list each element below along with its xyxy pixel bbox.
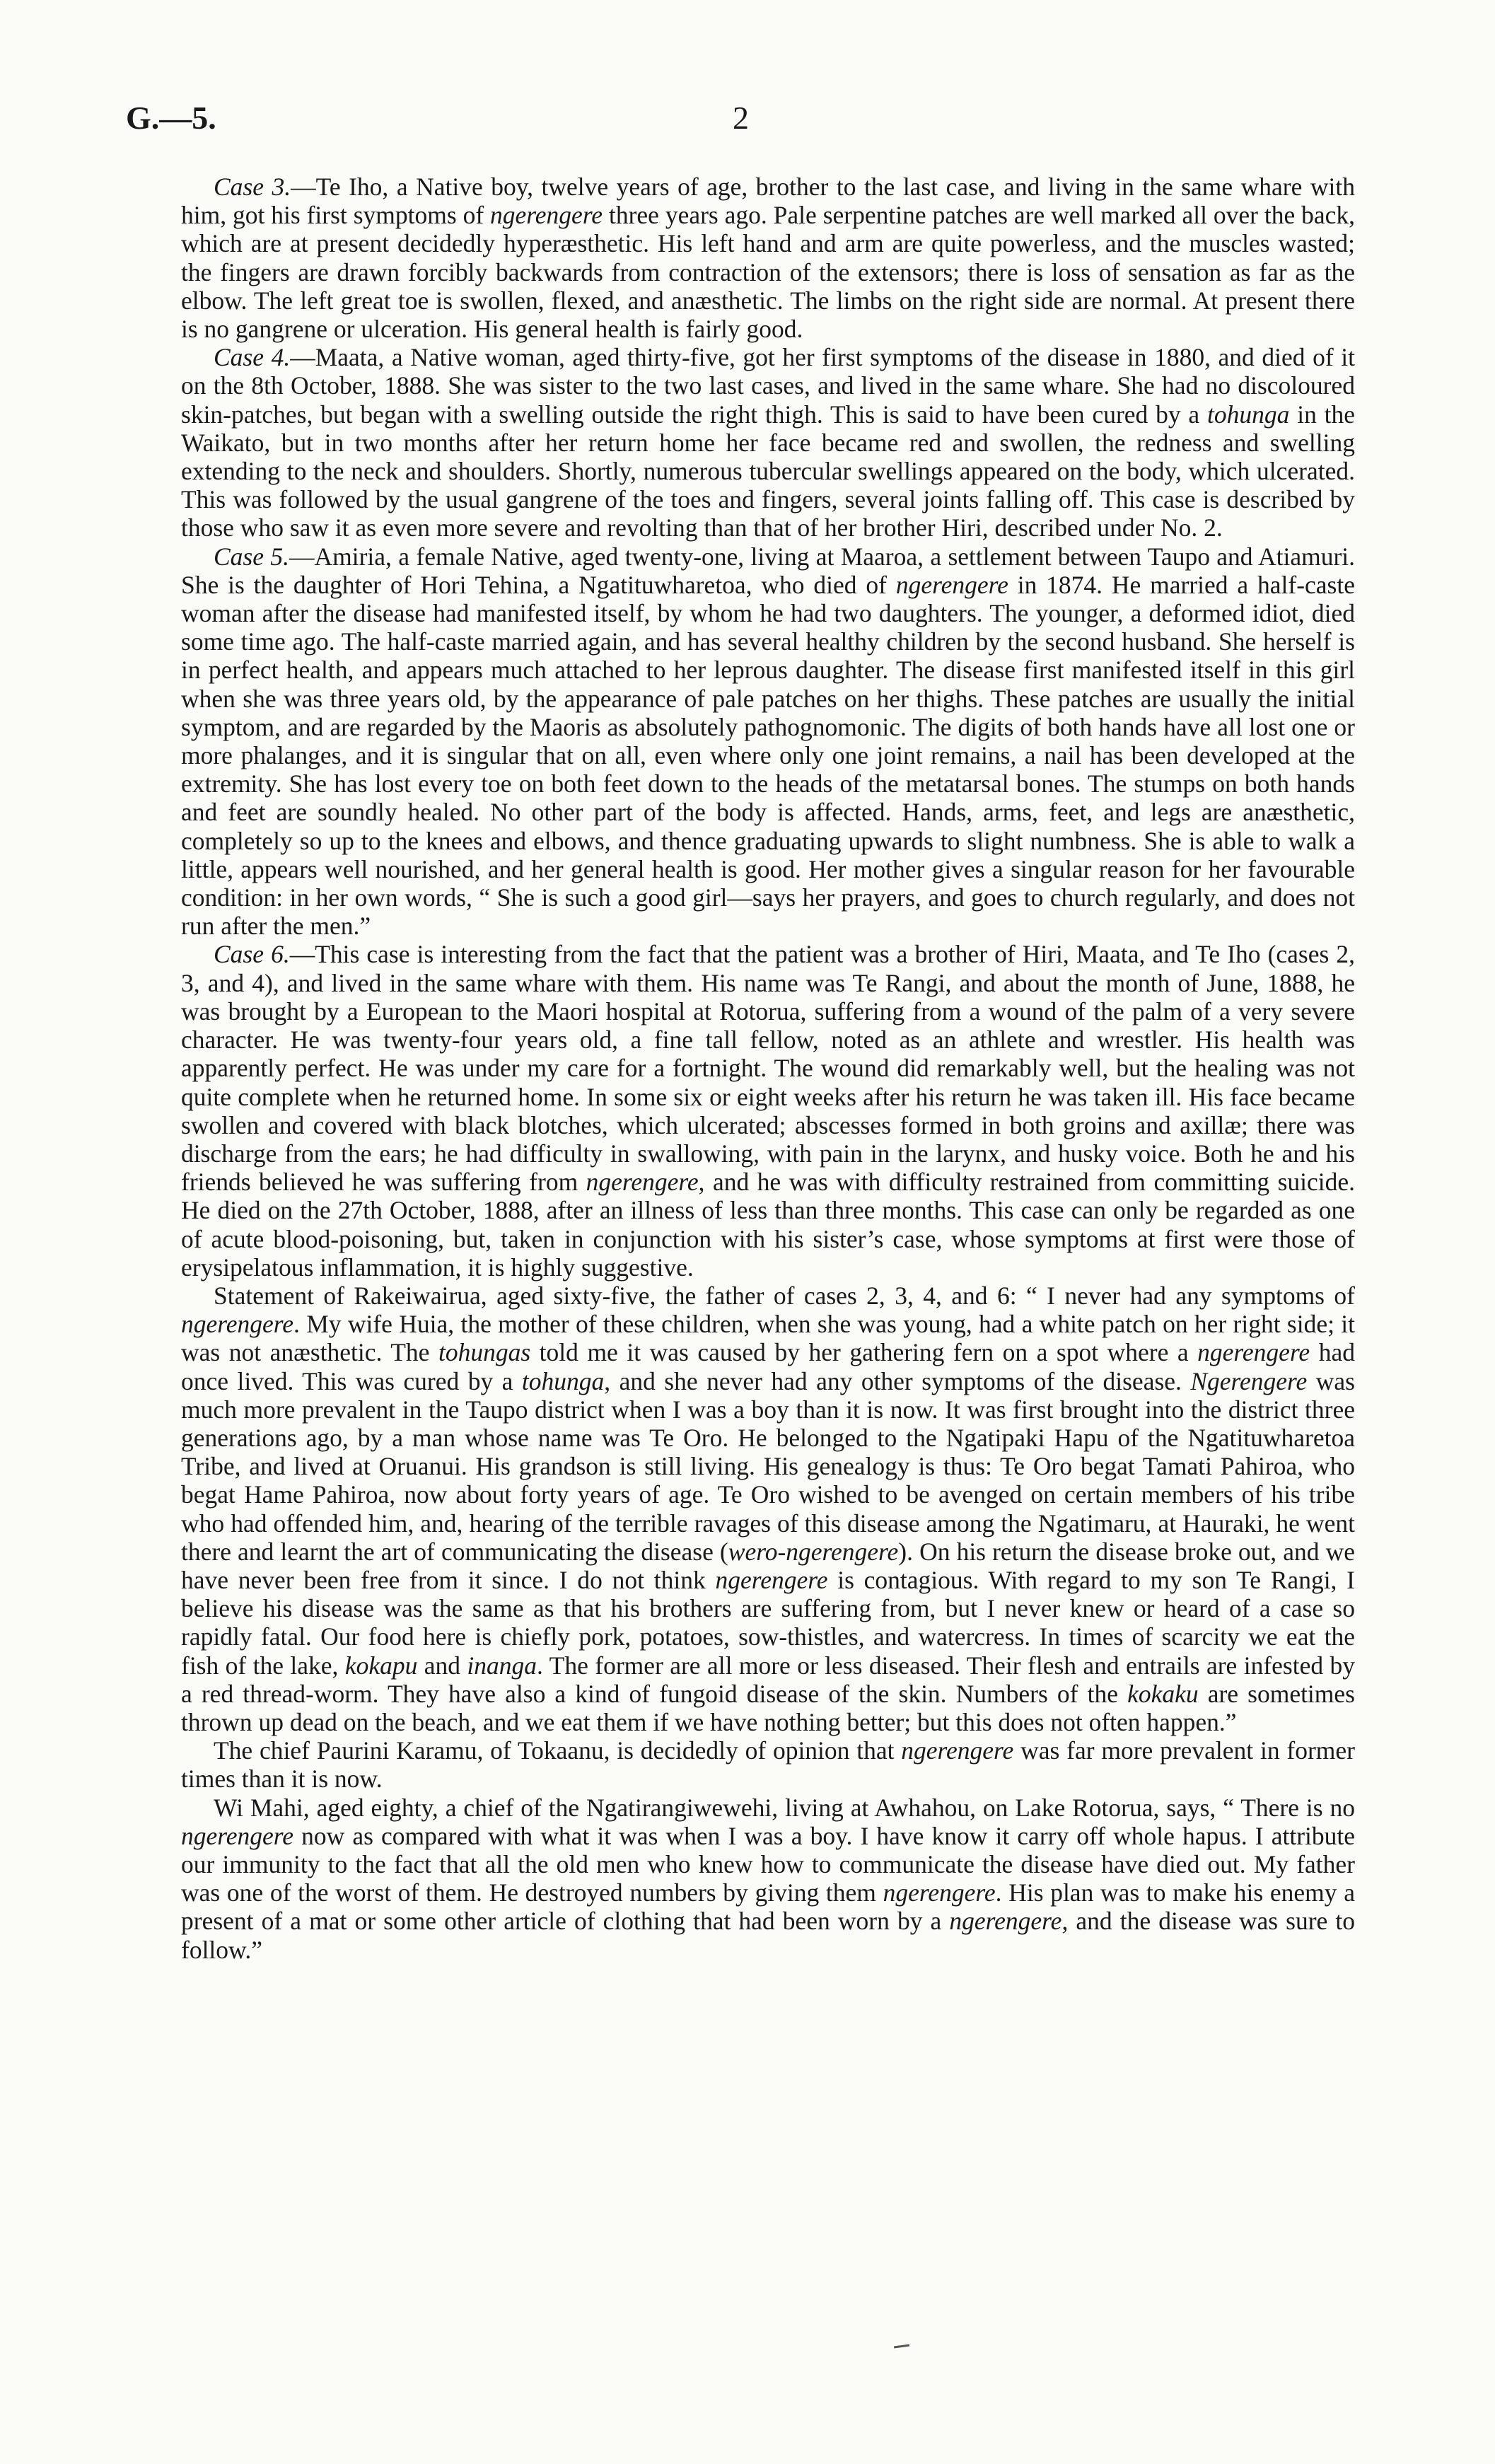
text-run: , and he was with difficulty restrained from committing suicide. He died on the 27th October, 1888, after an illness of less than three months. This case can only be regarded as one of acute blood-poisoning, but, taken in conjunction with his sister’s case, whose symptoms at first were those of erysipelatous inflammation, it is highly suggestive. <box>181 1168 1355 1282</box>
text-run: was far more prevalent in former times than it is now. <box>181 1736 1355 1794</box>
italic-term: tohunga <box>1207 400 1290 429</box>
italic-term: kokapu <box>344 1651 418 1680</box>
italic-term: ngerengere <box>1197 1338 1310 1367</box>
text-run: The chief Paurini Karamu, of Tokaanu, is decidedly of opinion that <box>214 1736 902 1765</box>
italic-term: inanga <box>467 1651 537 1680</box>
italic-term: ngerengere <box>490 201 603 230</box>
italic-term: ngerengere <box>181 1310 294 1339</box>
italic-term: kokaku <box>1127 1679 1199 1708</box>
text-run: and <box>417 1651 467 1680</box>
stray-mark <box>894 2344 909 2348</box>
text-run: —Maata, a Native woman, aged thirty-five, got her first symptoms of the disease in 1880, and died of it on the 8th October, 1888. She was sister to the two last cases, and lived in the same whare. She had no discoloured skin-patches, but began with a swelling outside the right thigh. This is said to have been cured by a <box>181 343 1355 429</box>
paragraph <box>181 173 1355 343</box>
case-heading: Case 4. <box>214 343 291 372</box>
text-run: now as compared with what it was when I was a boy. I have know it carry off whole hapus. I attribute our immunity to the fact that all the old men who knew how to communicate the disease have died out. My father was one of the worst of them. He destroyed numbers by giving them <box>181 1821 1355 1907</box>
text-run: is contagious. With regard to my son Te Rangi, I believe his disease was the same as that his brothers are suffering from, but I never knew or heard of a case so rapidly fatal. Our food here is chiefly pork, potatoes, sow-thistles, and watercress. In times of scarcity we eat the fish of the lake, <box>181 1565 1355 1680</box>
italic-term: ngerengere <box>949 1907 1062 1936</box>
italic-term: Ngerengere <box>1190 1366 1308 1395</box>
text-run: Wi Mahi, aged eighty, a chief of the Ngatirangiwewehi, living at Awhahou, on Lake Rotorua, says, “ There is no <box>214 1793 1355 1822</box>
paragraph <box>181 542 1355 941</box>
paragraph <box>181 343 1355 542</box>
italic-term: ngerengere <box>901 1736 1014 1765</box>
text-run: , and the disease was sure to follow.” <box>181 1907 1356 1964</box>
case-heading: Case 5. <box>214 542 289 571</box>
text-run: are sometimes thrown up dead on the beach, and we eat them if we have nothing better; but this does not often happen.” <box>181 1679 1355 1736</box>
document-reference: G.—5. <box>126 100 216 136</box>
italic-term: tohungas <box>438 1338 531 1367</box>
italic-term: ngerengere <box>895 570 1008 599</box>
case-heading: Case 3. <box>214 173 291 201</box>
italic-term: ngerengere <box>715 1565 828 1594</box>
text-run: three years ago. Pale serpentine patches are well marked all over the back, which are at present decidedly hyperæsthetic. His left hand and arm are quite powerless, and the muscles wasted; the fingers are drawn forcibly backwards from contraction of the extensors; there is loss of sensation as far as the elbow. The left great toe is swollen, flexed, and anæsthetic. The limbs on the right side are normal. At present there is no gangrene or ulceration. His general health is fairly good. <box>181 201 1355 344</box>
italic-term: tohunga <box>521 1366 605 1395</box>
page-header <box>0 99 1495 141</box>
italic-term: ngerengere <box>586 1168 699 1197</box>
text-run: —Amiria, a female Native, aged twenty-one, living at Maaroa, a settlement between Taupo and Atiamuri. She is the daughter of Hori Tehina, a Ngatituwharetoa, who died of <box>181 542 1356 599</box>
text-run: ). On his return the disease broke out, and we have never been free from it since. I do not think <box>181 1537 1355 1594</box>
body-text <box>181 173 1355 1964</box>
italic-term: wero-ngerengere <box>728 1537 899 1566</box>
text-run: was much more prevalent in the Taupo district when I was a boy than it is now. It was first brought into the district three generations ago, by a man whose name was Te Oro. He belonged to the Ngatipaki Hapu of the Ngatituwharetoa Tribe, and lived at Oruanui. His grandson is still living. His genealogy is thus: Te Oro begat Tamati Pahiroa, who begat Hame Pahiroa, now about forty years of age. Te Oro wished to be avenged on certain members of his tribe who had offended him, and, hearing of the terrible ravages of this disease among the Ngatimaru, at Hauraki, he went there and learnt the art of communicating the disease ( <box>181 1366 1355 1566</box>
text-run: , and she never had any other symptoms of the disease. <box>604 1366 1191 1395</box>
italic-term: ngerengere <box>883 1878 996 1907</box>
text-run: . My wife Huia, the mother of these children, when she was young, had a white patch on her right side; it was not anæsthetic. The <box>181 1310 1355 1367</box>
paragraph <box>181 940 1355 1281</box>
paragraph <box>181 1736 1355 1793</box>
text-run: Statement of Rakeiwairua, aged sixty-five, the father of cases 2, 3, 4, and 6: “ I never had any symptoms of <box>214 1281 1355 1310</box>
paragraph <box>181 1794 1355 1964</box>
text-run: —Te Iho, a Native boy, twelve years of age, brother to the last case, and living in the same whare with him, got his first symptoms of <box>181 173 1355 230</box>
italic-term: ngerengere <box>181 1821 294 1850</box>
text-run: —This case is interesting from the fact that the patient was a brother of Hiri, Maata, and Te Iho (cases 2, 3, and 4), and lived in the same whare with them. His name was Te Rangi, and about the month of June, 1888, he was brought by a European to the Maori hospital at Rotorua, suffering from a wound of the palm of a very severe character. He was twenty-four years old, a fine tall fellow, noted as an athlete and wrestler. His health was apparently perfect. He was under my care for a fortnight. The wound did remarkably well, but the healing was not quite complete when he returned home. In some six or eight weeks after his return he was taken ill. His face became swollen and covered with black blotches, which ulcerated; abscesses formed in both groins and axillæ; there was discharge from the ears; he had difficulty in swallowing, with pain in the larynx, and husky voice. Both he and his friends believed he was suffering from <box>181 940 1356 1197</box>
text-run: had once lived. This was cured by a <box>181 1338 1355 1395</box>
text-run: . His plan was to make his enemy a present of a mat or some other article of clothing that had been worn by a <box>181 1878 1355 1936</box>
page-number: 2 <box>733 100 749 136</box>
text-run: in 1874. He married a half-caste woman after the disease had manifested itself, by whom he had two daughters. The younger, a deformed idiot, died some time ago. The half-caste married again, and has several healthy children by the second husband. She herself is in perfect health, and appears much attached to her leprous daughter. The disease first manifested itself in this girl when she was three years old, by the appearance of pale patches on her thighs. These patches are usually the initial symptom, and are regarded by the Maoris as absolutely pathognomonic. The digits of both hands have all lost one or more phalanges, and it is singular that on all, even where only one joint remains, a nail has been developed at the extremity. She has lost every toe on both feet down to the heads of the metatarsal bones. The stumps on both hands and feet are soundly healed. No other part of the body is affected. Hands, arms, feet, and legs are anæsthetic, completely so up to the knees and elbows, and thence graduating upwards to slight numbness. She is able to walk a little, appears well nourished, and her general health is good. Her mother gives a singular reason for her favourable condition: in her own words, “ She is such a good girl—says her prayers, and goes to church regularly, and does not run after the men.” <box>181 570 1355 941</box>
text-run: . The former are all more or less diseased. Their flesh and entrails are infested by a red thread-worm. They have also a kind of fungoid disease of the skin. Numbers of the <box>181 1651 1355 1708</box>
case-heading: Case 6. <box>214 940 290 969</box>
text-run: in the Waikato, but in two months after her return home her face became red and swollen, the redness and swelling extending to the neck and shoulders. Shortly, numerous tubercular swellings appeared on the body, which ulcerated. This was followed by the usual gangrene of the toes and fingers, several joints falling off. This case is described by those who saw it as even more severe and revolting than that of her brother Hiri, described under No. 2. <box>181 400 1356 542</box>
paragraph <box>181 1282 1355 1736</box>
text-run: told me it was caused by her gathering fern on a spot where a <box>530 1338 1198 1367</box>
